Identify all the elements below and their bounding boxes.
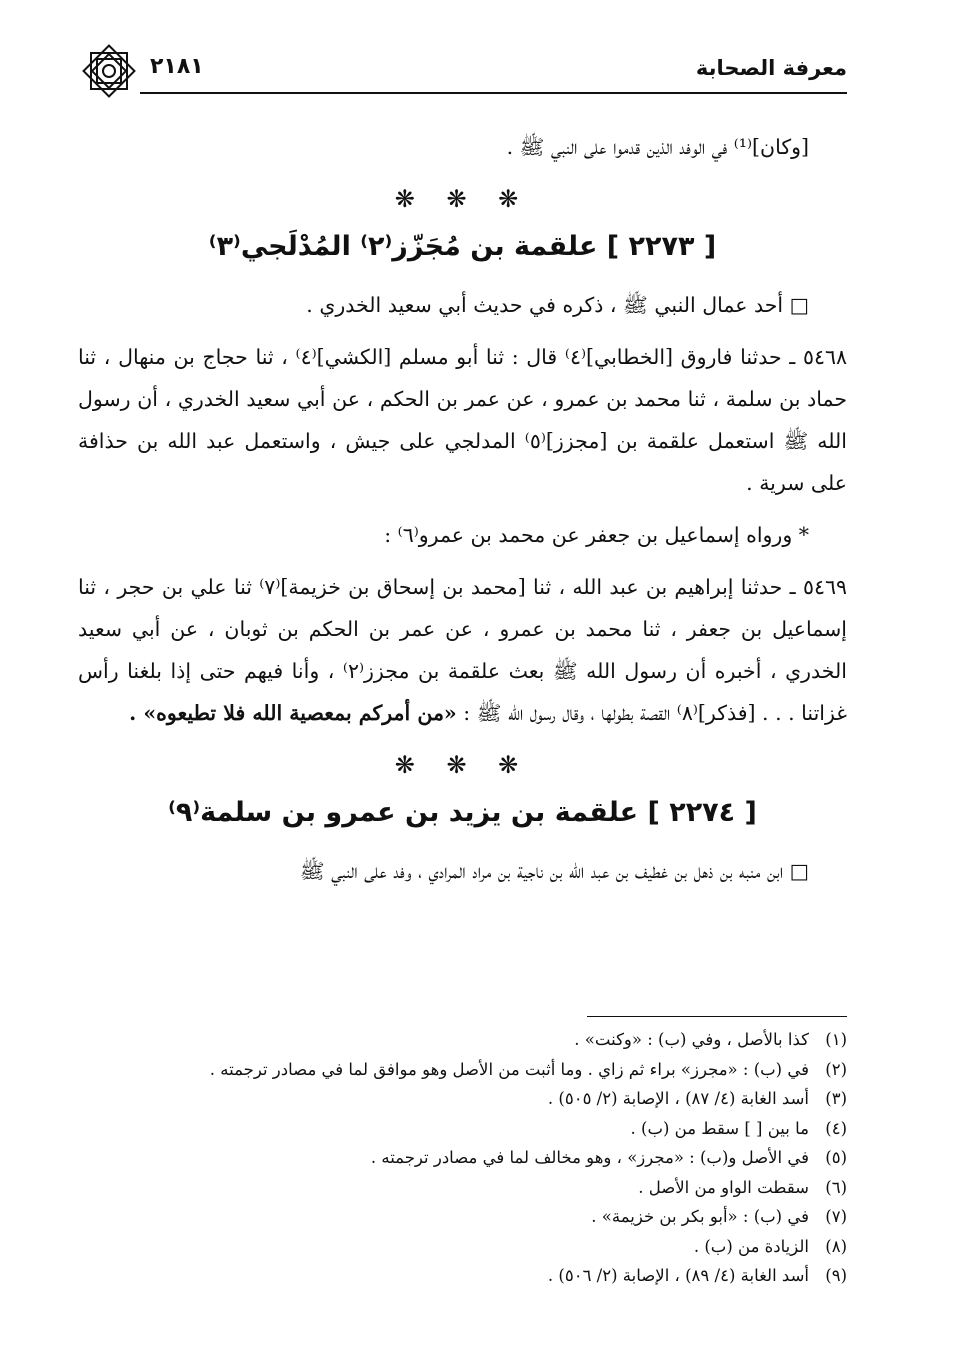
riwaya-line: * ورواه إسماعيل بن جعفر عن محمد بن عمرو⁽٦⁾ : xyxy=(384,523,809,547)
prophetic-quote: «من أمركم بمعصية الله فلا تطيعوه» . xyxy=(129,701,457,725)
main-text xyxy=(78,126,847,902)
footnote: (٥)في الأصل و(ب) : «مجرز» ، وهو مخالف لما في مصادر ترجمته . xyxy=(370,1148,847,1167)
entry-summary-2274: □ ابن منبه بن ذهل بن غطيف بن عبد الله بن ناجية بن مراد المرادي ، وفد على النبي ﷺ xyxy=(299,859,809,883)
footnote: (٦)سقطت الواو من الأصل . xyxy=(638,1177,847,1197)
footnote: (٤)ما بين [ ] سقط من (ب) . xyxy=(630,1118,847,1138)
footnote: (٩)أسد الغابة (٤/ ٨٩) ، الإصابة (٢/ ٥٠٦) . xyxy=(547,1266,847,1285)
footnote: (٢)في (ب) : «مجرز» براء ثم زاي . وما أثبت من الأصل وهو موافق لما في مصادر ترجمته . xyxy=(209,1059,847,1079)
entry-summary-2273: □ أحد عمال النبي ﷺ ، ذكره في حديث أبي سعيد الخدري . xyxy=(306,293,809,317)
hadith-5469: ٥٤٦٩ ـ حدثنا إبراهيم بن عبد الله ، ثنا [محمد بن إسحاق بن خزيمة]⁽٧⁾ ثنا علي بن حجر ، ثنا إسماعيل بن جعفر ، ثنا محمد بن عمرو ، عن عمر بن الحكم بن ثوبان ، عن أبي سعيد الخدري ، أخبره أن رسول الله ﷺ بعث علقمة بن مجزز⁽٢⁾ ، وأنا فيهم حتى إذا بلغنا رأس غزاتنا . . . [فذكر]⁽٨⁾ القصة بطولها ، وقال رسول الله ﷺ : «من أمركم بمعصية الله فلا تطيعوه» . xyxy=(78,575,847,725)
page-number: ٢١٨١ xyxy=(150,54,204,79)
footnote: (٧)في (ب) : «أبو بكر بن خزيمة» . xyxy=(591,1207,847,1226)
footnote: (١)كذا بالأصل ، وفي (ب) : «وكنت» . xyxy=(574,1030,847,1049)
footnote-rule xyxy=(587,1016,847,1017)
intro-line: [وكان]⁽¹⁾ في الوفد الذين قدموا على النبي ﷺ . xyxy=(506,135,809,159)
book-title: معرفة الصحابة xyxy=(695,56,847,80)
section-divider-stars: ❋ ❋ ❋ xyxy=(394,185,531,213)
octagram-ornament-icon xyxy=(78,40,140,102)
footnote: (٣)أسد الغابة (٤/ ٨٧) ، الإصابة (٢/ ٥٠٥) . xyxy=(547,1089,847,1108)
entry-heading-2273: [ ٢٢٧٣ ] علقمة بن مُجَزّز⁽٢⁾ المُدْلَجي⁽٣⁾ xyxy=(208,231,717,262)
hadith-5468: ٥٤٦٨ ـ حدثنا فاروق [الخطابي]⁽٤⁾ قال : ثنا أبو مسلم [الكشي]⁽٤⁾ ، ثنا حجاج بن منهال ، ثنا حماد بن سلمة ، ثنا محمد بن عمرو ، عن عمر بن الحكم ، عن أبي سعيد الخدري ، أن رسول الله ﷺ استعمل علقمة بن [مجزز]⁽٥⁾ المدلجي على جيش ، واستعمل عبد الله بن حذافة على سرية . xyxy=(78,345,848,495)
footnote: (٨)الزيادة من (ب) . xyxy=(693,1236,847,1256)
page-header xyxy=(78,52,847,96)
entry-heading-2274: [ ٢٢٧٤ ] علقمة بن يزيد بن عمرو بن سلمة⁽٩⁾ xyxy=(168,797,757,828)
footnotes xyxy=(78,1016,847,1291)
header-rule xyxy=(140,92,847,94)
section-divider-stars-2: ❋ ❋ ❋ xyxy=(394,751,531,779)
